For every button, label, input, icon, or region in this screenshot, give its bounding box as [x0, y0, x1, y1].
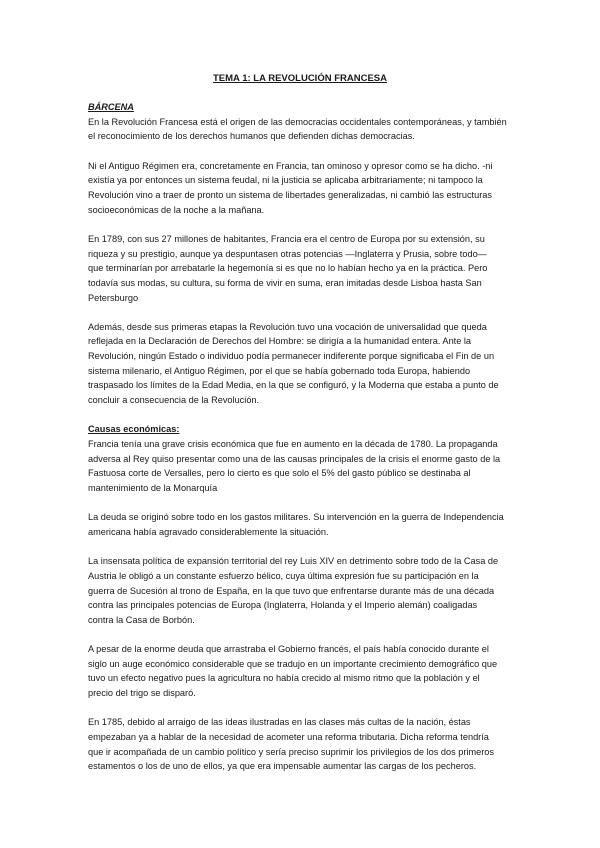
text-line: todavía sus modas, su cultura, su forma de vivir en suma, eran imitadas desde Lisboa hasta San — [88, 277, 482, 288]
paragraph — [88, 115, 528, 144]
text-line: Francia tenía una grave crisis económica que fue en aumento en la década de 1780. La propaganda — [88, 439, 498, 450]
text-line: La deuda se originó sobre todo en los gastos militares. Su intervención en la guerra de Independencia — [88, 512, 504, 523]
text-line: contra la Casa de Borbón. — [88, 614, 195, 625]
paragraph — [88, 232, 528, 305]
paragraph — [88, 159, 528, 218]
text-line: mantenimiento de la Monarquía — [88, 483, 218, 493]
text-line: Además, desde sus primeras etapas la Revolución tuvo una vocación de universalidad que queda — [88, 321, 487, 332]
text-line: el reconocimiento de los derechos humanos que defienden dichas democracias. — [88, 131, 415, 142]
document-title: TEMA 1: LA REVOLUCIÓN FRANCESA — [213, 73, 387, 84]
paragraph — [88, 510, 528, 539]
text-line: Austria le obligó a un constante esfuerzo bélico, cuya última expresión fue su participación en la — [88, 570, 479, 581]
text-line: traspasado los límites de la Edad Media, en la que se configuró, y la Moderna que estaba a punto de — [88, 380, 499, 391]
text-line: Fastuosa corte de Versalles, pero lo cierto es que solo el 5% del gasto público se destinaba al — [88, 468, 471, 479]
text-line: tuvo un efecto negativo pues la agricultura no había crecido al mismo ritmo que la población y el — [88, 673, 480, 684]
text-line: Revolución, ningún Estado o individuo podía permanecer indiferente porque significaba el Fin de un — [88, 351, 495, 362]
text-line: estamentos o los de uno de ellos, ya que era impensable aumentar las cargas de los pecheros. — [88, 761, 477, 772]
section-heading-causas-economicas: Causas económicas: — [88, 424, 180, 435]
text-line: Ni el Antiguo Régimen era, concretamente en Francia, tan ominoso y opresor como se ha dicho. -ni — [88, 160, 493, 171]
text-line: La insensata política de expansión territorial del rey Luis XIV en detrimento sobre todo de la Casa de — [88, 556, 499, 567]
text-line: precio del trigo se disparó. — [88, 688, 196, 699]
text-line: reflejada en la Declaración de Derechos del Hombre: se dirigía a la humanidad entera. Ante la — [88, 336, 472, 347]
document-body — [88, 100, 528, 789]
section-barcena — [88, 115, 528, 408]
text-line: concluir a consecuencia de la Revolución. — [88, 395, 260, 406]
text-line: Revolución vino a traer de pronto un sistema de libertades generalizadas, ni cambió las estructuras — [88, 189, 492, 200]
text-line: empezaban ya a hablar de la necesidad de acometer una reforma tributaria. Dicha reforma tendría — [88, 732, 489, 743]
paragraph — [88, 554, 528, 627]
paragraph — [88, 437, 528, 496]
paragraph — [88, 715, 528, 774]
text-line: sistema milenario, el Antiguo Régimen, por el que se había gobernado toda Europa, habiendo — [88, 365, 471, 376]
text-line: americana había agravado considerablemente la situación. — [88, 526, 329, 537]
text-line: A pesar de la enorme deuda que arrastraba el Gobierno francés, el país había conocido durante el — [88, 644, 489, 655]
text-line: socioeconómicas de la noche a la mañana. — [88, 204, 265, 215]
section-heading-barcena: BÁRCENA — [88, 102, 134, 112]
text-line: contra las principales potencias de Europa (Inglaterra, Holanda y el Imperio alemán) coaligadas — [88, 600, 478, 611]
paragraph — [88, 642, 528, 701]
text-line: que terminarían por arrebatarle la hegemonía si es que no lo habían hecho ya en la práctica. Pero — [88, 263, 488, 274]
text-line: siglo un auge económico considerable que se tradujo en un importante crecimiento demográfico que — [88, 658, 498, 669]
paragraph — [88, 320, 528, 408]
text-line: existía ya por entonces un sistema feudal, ni la justicia se aplicaba arbitrariamente; ni tampoco la — [88, 175, 483, 186]
section-causas-economicas — [88, 437, 528, 774]
text-line: En 1789, con sus 27 millones de habitantes, Francia era el centro de Europa por su extensión, su — [88, 233, 485, 244]
text-line: adversa al Rey quiso presentar como una de las causas principales de la crisis el enorme gasto de la — [88, 453, 501, 464]
text-line: En la Revolución Francesa está el origen de las democracias occidentales contemporáneas, y también — [88, 116, 507, 127]
text-line: que ir acompañada de un cambio político y sería preciso suprimir los privilegios de los dos primeros — [88, 746, 494, 757]
text-line: En 1785, debido al arraigo de las ideas ilustradas en las clases más cultas de la nación, éstas — [88, 717, 471, 728]
text-line: Petersburgo — [88, 292, 139, 303]
text-line: riqueza y su prestigio, aunque ya despuntasen otras potencias —Inglaterra y Prusia, sobre todo— — [88, 248, 487, 259]
text-line: guerra de Sucesión al trono de España, en la que tuvo que enfrentarse durante más de una década — [88, 585, 495, 596]
